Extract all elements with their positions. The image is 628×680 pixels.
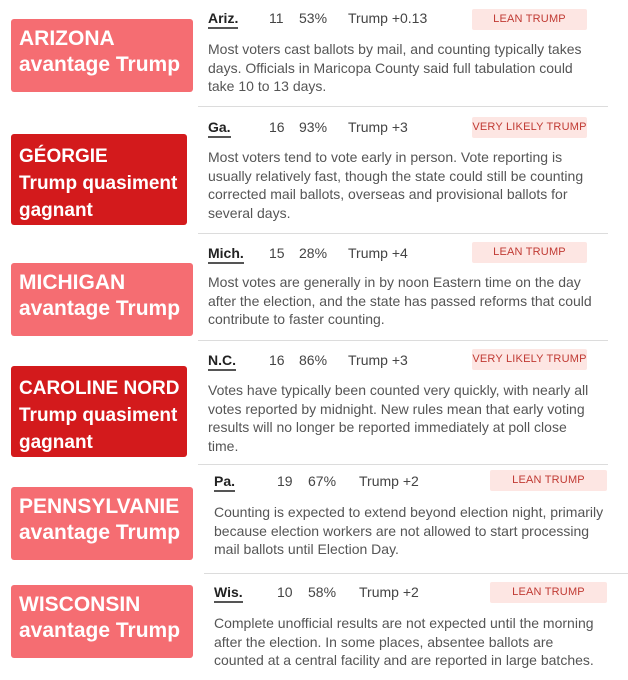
row-divider xyxy=(198,464,608,465)
state-description: Votes have typically been counted very quickly, with nearly all votes reported by midnight. New rules mean that early voting results will no longer be reported immediately at poll close time. xyxy=(208,382,589,454)
row-divider xyxy=(198,106,608,107)
state-abbrev[interactable]: N.C. xyxy=(208,352,236,371)
tag-status-cont: gagnant xyxy=(19,431,93,453)
state-description: Most voters cast ballots by mail, and counting typically takes days. Officials in Maricopa County said full tabulation could take 10 to 13 days. xyxy=(208,41,582,95)
reported-percent: 67% xyxy=(308,473,337,489)
state-tag-michigan xyxy=(11,263,193,336)
current-margin: Trump +3 xyxy=(348,119,408,135)
tag-status: Trump quasiment xyxy=(19,404,178,426)
state-description: Complete unofficial results are not expected until the morning after the election. In some places, absentee ballots are counted at a central facility and are reported in large batches. xyxy=(214,615,594,669)
current-margin: Trump +3 xyxy=(348,352,408,368)
reported-percent: 58% xyxy=(308,584,337,600)
row-divider xyxy=(198,340,608,341)
state-tag-wisconsin xyxy=(11,585,193,658)
row-divider xyxy=(198,233,608,234)
electoral-votes: 16 xyxy=(269,352,285,368)
state-abbrev[interactable]: Mich. xyxy=(208,245,244,264)
state-description: Counting is expected to extend beyond election night, primarily because election workers are not allowed to start processing mail ballots until Election Day. xyxy=(214,504,604,558)
state-abbrev[interactable]: Ga. xyxy=(208,119,231,138)
electoral-votes: 10 xyxy=(277,584,293,600)
state-tag-north-carolina xyxy=(11,366,187,457)
state-abbrev[interactable]: Pa. xyxy=(214,473,235,492)
tag-status: avantage Trump xyxy=(19,618,181,642)
state-description: Most voters tend to vote early in person. Vote reporting is usually relatively fast, though the state could still be counting corrected mail ballots, overseas and provisional ballots for several days. xyxy=(208,149,584,221)
state-abbrev[interactable]: Ariz. xyxy=(208,10,238,29)
current-margin: Trump +2 xyxy=(359,473,419,489)
tag-state-name: ARIZONA xyxy=(19,27,115,50)
electoral-votes: 15 xyxy=(269,245,285,261)
state-abbrev[interactable]: Wis. xyxy=(214,584,243,603)
tag-status: Trump quasiment xyxy=(19,172,178,194)
electoral-votes: 11 xyxy=(269,10,284,26)
tag-status: avantage Trump xyxy=(19,296,181,320)
tag-state-name: WISCONSIN xyxy=(19,593,141,616)
electoral-votes: 19 xyxy=(277,473,293,489)
tag-state-name: CAROLINE NORD xyxy=(19,378,180,399)
rating-badge: VERY LIKELY TRUMP xyxy=(472,117,587,138)
rating-badge: LEAN TRUMP xyxy=(472,242,587,263)
state-tag-pennsylvania xyxy=(11,487,193,560)
reported-percent: 86% xyxy=(299,352,328,368)
tag-status-cont: gagnant xyxy=(19,199,93,221)
current-margin: Trump +2 xyxy=(359,584,419,600)
rating-badge: LEAN TRUMP xyxy=(490,470,607,491)
tag-status: avantage Trump xyxy=(19,52,181,76)
rating-badge: VERY LIKELY TRUMP xyxy=(472,349,587,370)
state-tag-georgia xyxy=(11,134,187,225)
tag-state-name: MICHIGAN xyxy=(19,271,126,294)
tag-status: avantage Trump xyxy=(19,520,181,544)
current-margin: Trump +4 xyxy=(348,245,408,261)
tag-state-name: GÉORGIE xyxy=(19,146,108,167)
tag-state-name: PENNSYLVANIE xyxy=(19,495,180,518)
reported-percent: 93% xyxy=(299,119,328,135)
current-margin: Trump +0.13 xyxy=(348,10,428,26)
electoral-votes: 16 xyxy=(269,119,285,135)
reported-percent: 28% xyxy=(299,245,328,261)
state-tag-arizona xyxy=(11,19,193,92)
rating-badge: LEAN TRUMP xyxy=(472,9,587,30)
row-divider xyxy=(204,573,628,574)
state-description: Most votes are generally in by noon Eastern time on the day after the election, and the state has passed reforms that could contribute to faster counting. xyxy=(208,274,592,328)
rating-badge: LEAN TRUMP xyxy=(490,582,607,603)
reported-percent: 53% xyxy=(299,10,328,26)
